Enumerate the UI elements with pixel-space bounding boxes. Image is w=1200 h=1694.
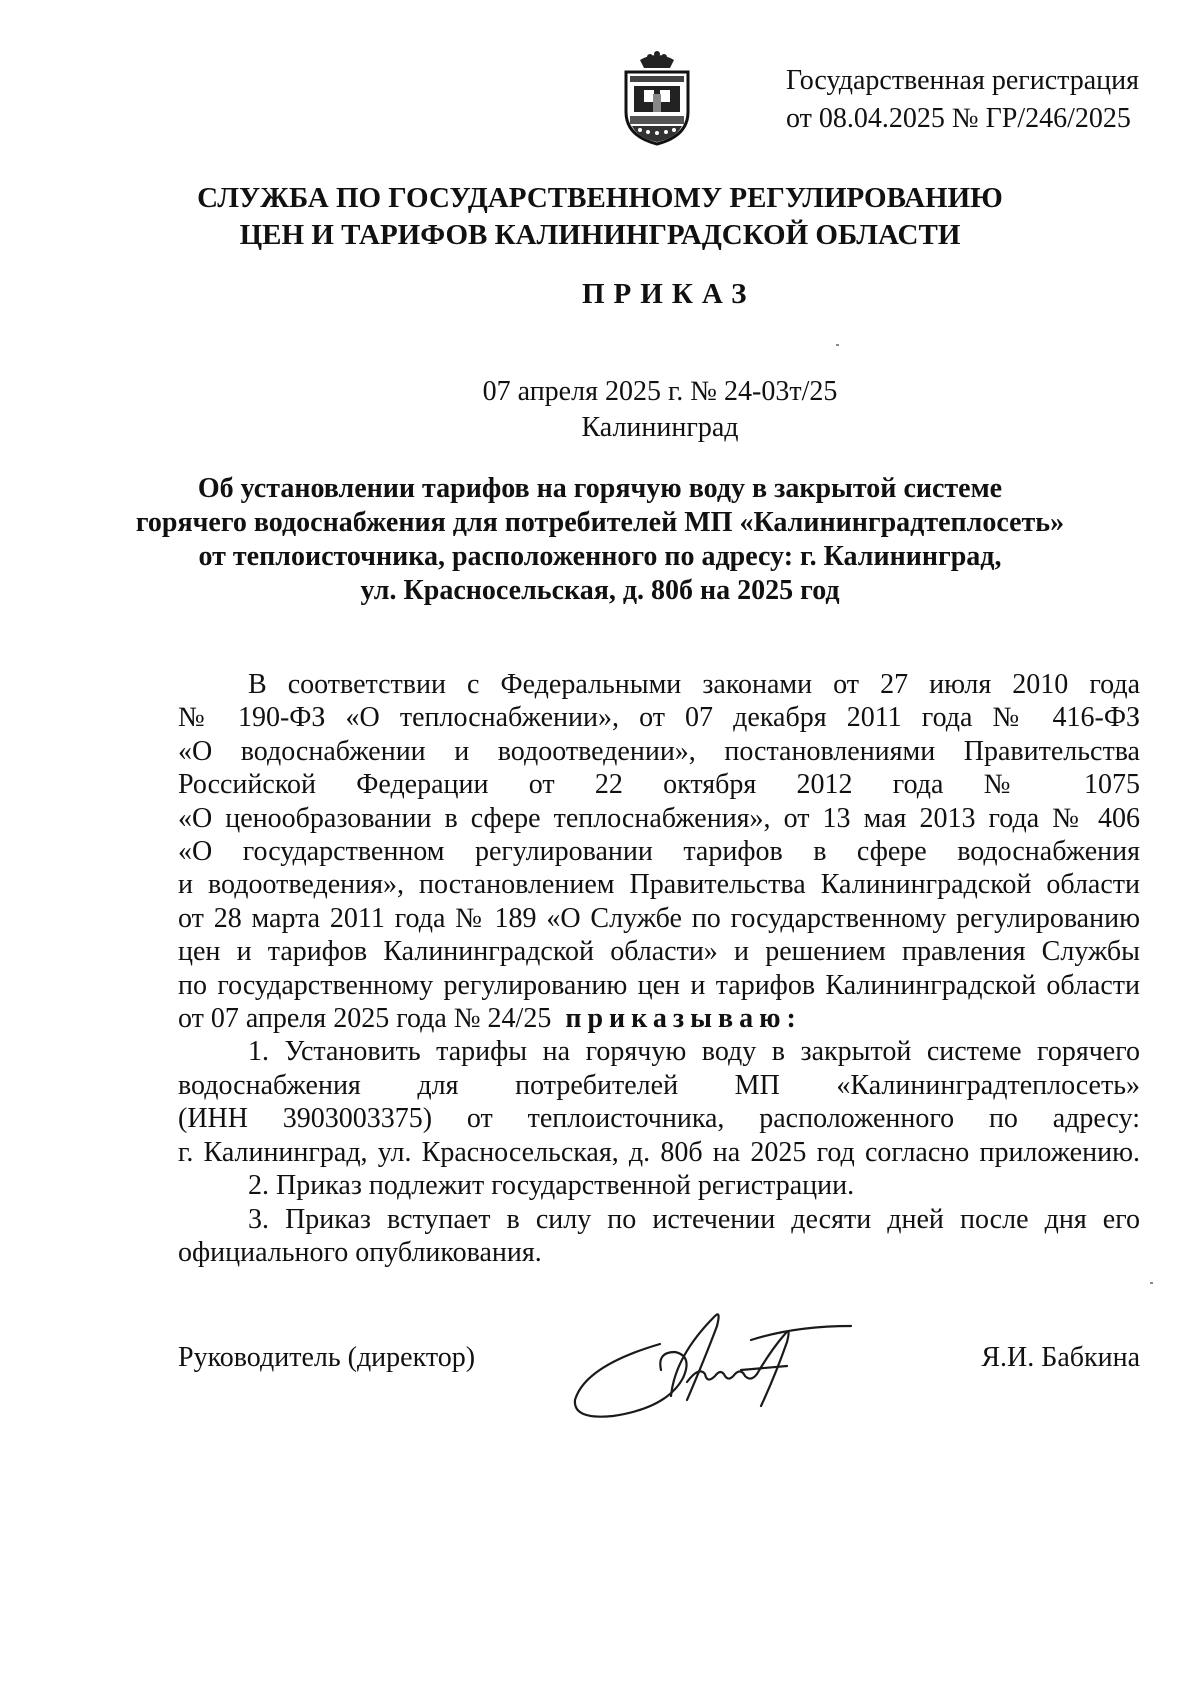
registration-block (786, 62, 1139, 138)
preamble-line: от 28 марта 2011 года № 189 «О Службе по государственному регулированию (178, 902, 1140, 934)
coat-of-arms-icon (620, 50, 694, 146)
subject-line-4: ул. Красносельская, д. 80б на 2025 год (360, 575, 840, 606)
item-3-line: официального опубликования. (178, 1236, 542, 1268)
registration-line-1: Государственная регистрация (786, 65, 1139, 96)
preamble-line: по государственному регулированию цен и тарифов Калининградской области (178, 969, 1140, 1001)
document-type: ПРИКАЗ (582, 278, 756, 310)
preamble-line: № 190-ФЗ «О теплоснабжении», от 07 декабря 2011 года № 416-ФЗ (178, 702, 1140, 734)
order-date-number: 07 апреля 2025 г. № 24-03т/25 (482, 376, 838, 407)
subject-line-2: горячего водоснабжения для потребителей МП «Калининградтеплосеть» (135, 507, 1065, 538)
agency-line-2: ЦЕН И ТАРИФОВ КАЛИНИНГРАДСКОЙ ОБЛАСТИ (239, 219, 961, 251)
order-word: приказываю: (565, 1003, 802, 1035)
item-2: 2. Приказ подлежит государственной регистрации. (248, 1170, 855, 1202)
registration-line-2: от 08.04.2025 № ГР/246/2025 (786, 103, 1131, 134)
signer-position: Руководитель (директор) (178, 1342, 476, 1373)
item-1-line: 1. Установить тарифы на горячую воду в закрытой системе горячего (248, 1036, 1140, 1068)
order-city: Калининград (581, 412, 739, 443)
agency-line-1: СЛУЖБА ПО ГОСУДАРСТВЕННОМУ РЕГУЛИРОВАНИЮ (197, 182, 1003, 214)
preamble-last-line (178, 1002, 1140, 1035)
preamble-line: В соответствии с Федеральными законами от 27 июля 2010 года (248, 669, 1140, 700)
scan-speck (1150, 1282, 1153, 1284)
item-1-line: водоснабжения для потребителей МП «Калининградтеплосеть» (178, 1069, 1140, 1101)
item-3-line: 3. Приказ вступает в силу по истечении десяти дней после дня его (248, 1203, 1140, 1235)
date-block (0, 374, 1200, 446)
subject-line-3: от теплоисточника, расположенного по адресу: г. Калининград, (198, 541, 1002, 572)
preamble-decision-ref: от 07 апреля 2025 года № 24/25 (178, 1003, 552, 1035)
agency-name (0, 180, 1200, 254)
item-1-line: г. Калининград, ул. Красносельская, д. 80б на 2025 год согласно приложению. (178, 1136, 1140, 1168)
subject-line-1: Об установлении тарифов на горячую воду в закрытой системе (197, 473, 1003, 504)
preamble-line: «О ценообразовании в сфере теплоснабжения», от 13 мая 2013 года № 406 (178, 802, 1140, 834)
preamble-line: цен и тарифов Калининградской области» и решением правления Службы (178, 936, 1140, 968)
item-1-line: (ИНН 3903003375) от теплоисточника, расположенного по адресу: (178, 1103, 1140, 1135)
signer-name: Я.И. Бабкина (981, 1342, 1140, 1373)
preamble-line: «О водоснабжении и водоотведении», постановлениями Правительства (178, 735, 1140, 767)
order-subject (0, 472, 1200, 608)
preamble-line: и водоотведения», постановлением Правительства Калининградской области (178, 869, 1140, 901)
order-body (178, 668, 1140, 1269)
scan-speck (836, 344, 839, 346)
handwritten-signature-icon (565, 1296, 855, 1426)
preamble-line: Российской Федерации от 22 октября 2012 года № 1075 (178, 769, 1140, 801)
preamble-line: «О государственном регулировании тарифов в сфере водоснабжения (178, 836, 1140, 868)
